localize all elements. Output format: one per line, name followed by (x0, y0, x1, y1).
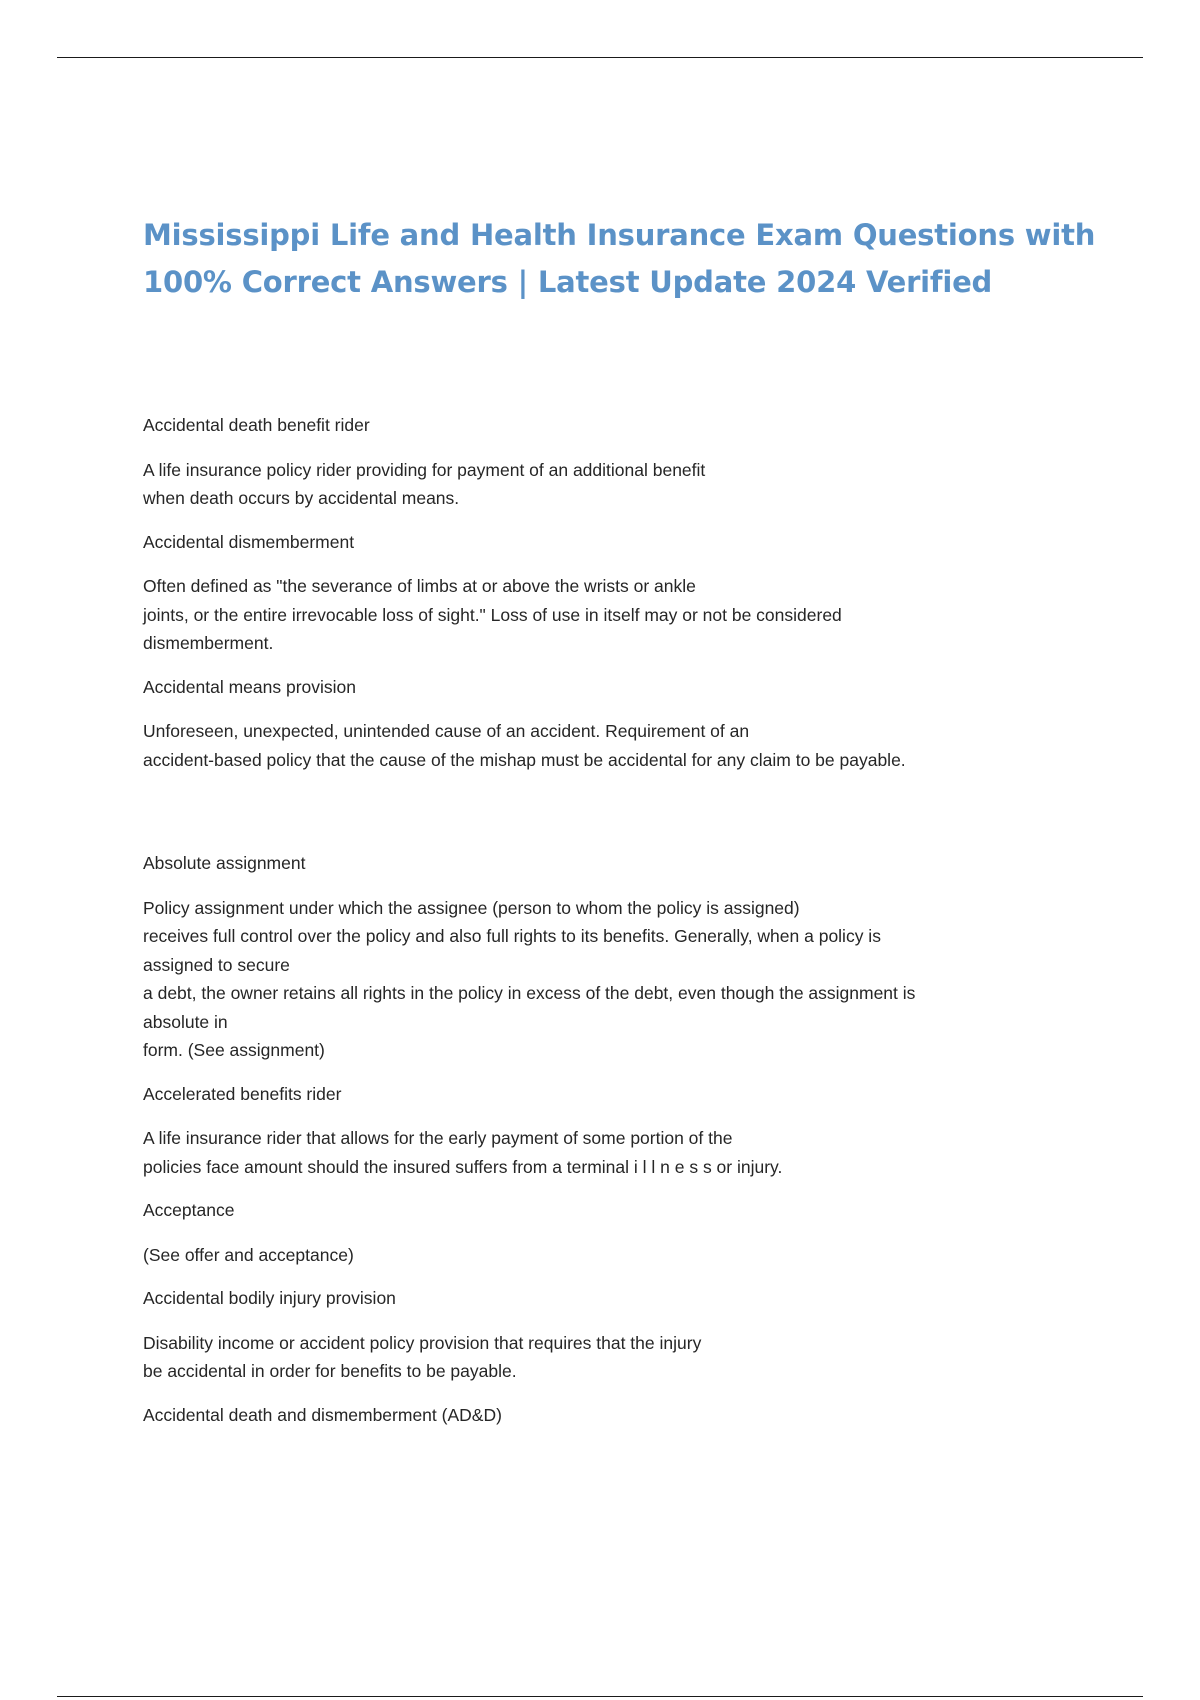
glossary-term: Accidental death and dismemberment (AD&D) (143, 1404, 502, 1425)
definition-line: absolute in (143, 1011, 228, 1032)
title-line-1: Mississippi Life and Health Insurance Exam Questions with (143, 218, 1096, 252)
definition-line: form. (See assignment) (143, 1040, 325, 1060)
glossary-term: Accidental death benefit rider (143, 415, 370, 435)
definition-line: A life insurance policy rider providing for payment of an additional benefit (143, 459, 706, 480)
glossary-term: Accidental means provision (143, 676, 357, 697)
glossary-definition (143, 1124, 1043, 1181)
glossary-term: Accelerated benefits rider (143, 1083, 342, 1104)
definition-line: policies face amount should the insured suffers from a terminal i l l n e s s or injury. (143, 1156, 783, 1177)
glossary-entry (143, 849, 1043, 1065)
definition-line: when death occurs by accidental means. (143, 488, 460, 508)
definition-line: Often defined as "the severance of limbs at or above the wrists or ankle (143, 576, 696, 596)
glossary-entry (143, 528, 1043, 658)
glossary-definition (143, 1241, 1043, 1270)
glossary-definition (143, 456, 1043, 513)
glossary-entry (143, 1080, 1043, 1182)
title-line-2: 100% Correct Answers | Latest Update 2024 Verified (143, 265, 993, 299)
glossary-entry (143, 1284, 1043, 1386)
definition-line: be accidental in order for benefits to be payable. (143, 1361, 517, 1381)
header-rule (57, 57, 1143, 58)
section-spacer (143, 789, 1043, 849)
definition-line: Unforeseen, unexpected, unintended cause of an accident. Requirement of an (143, 721, 750, 741)
document-title (143, 212, 1103, 306)
definition-line: accident-based policy that the cause of the mishap must be accidental for any claim to be payable. (143, 749, 906, 770)
definition-line: assigned to secure (143, 954, 290, 975)
glossary-definition (143, 572, 1043, 658)
definition-line: (See offer and acceptance) (143, 1244, 354, 1265)
glossary-entry (143, 1401, 1043, 1430)
glossary-definition (143, 894, 1043, 1065)
footer-rule (57, 1696, 1143, 1697)
definition-line: Policy assignment under which the assignee (person to whom the policy is assigned) (143, 897, 800, 918)
glossary-entry (143, 673, 1043, 775)
glossary-entry (143, 411, 1043, 513)
definition-line: joints, or the entire irrevocable loss of sight." Loss of use in itself may or not be considered (143, 604, 842, 625)
definition-line: A life insurance rider that allows for the early payment of some portion of the (143, 1128, 733, 1148)
definition-line: Disability income or accident policy provision that requires that the injury (143, 1332, 702, 1353)
glossary-term: Acceptance (143, 1200, 235, 1220)
glossary-term: Accidental bodily injury provision (143, 1288, 396, 1308)
glossary-entry (143, 1196, 1043, 1269)
definition-line: receives full control over the policy and also full rights to its benefits. Generally, when a policy is (143, 926, 881, 946)
glossary-term: Absolute assignment (143, 853, 306, 873)
definition-line: a debt, the owner retains all rights in the policy in excess of the debt, even though the assignment is (143, 983, 916, 1003)
glossary-definition (143, 717, 1043, 774)
glossary-list (143, 411, 1043, 1445)
glossary-term: Accidental dismemberment (143, 531, 355, 552)
definition-line: dismemberment. (143, 633, 274, 653)
glossary-definition (143, 1329, 1043, 1386)
